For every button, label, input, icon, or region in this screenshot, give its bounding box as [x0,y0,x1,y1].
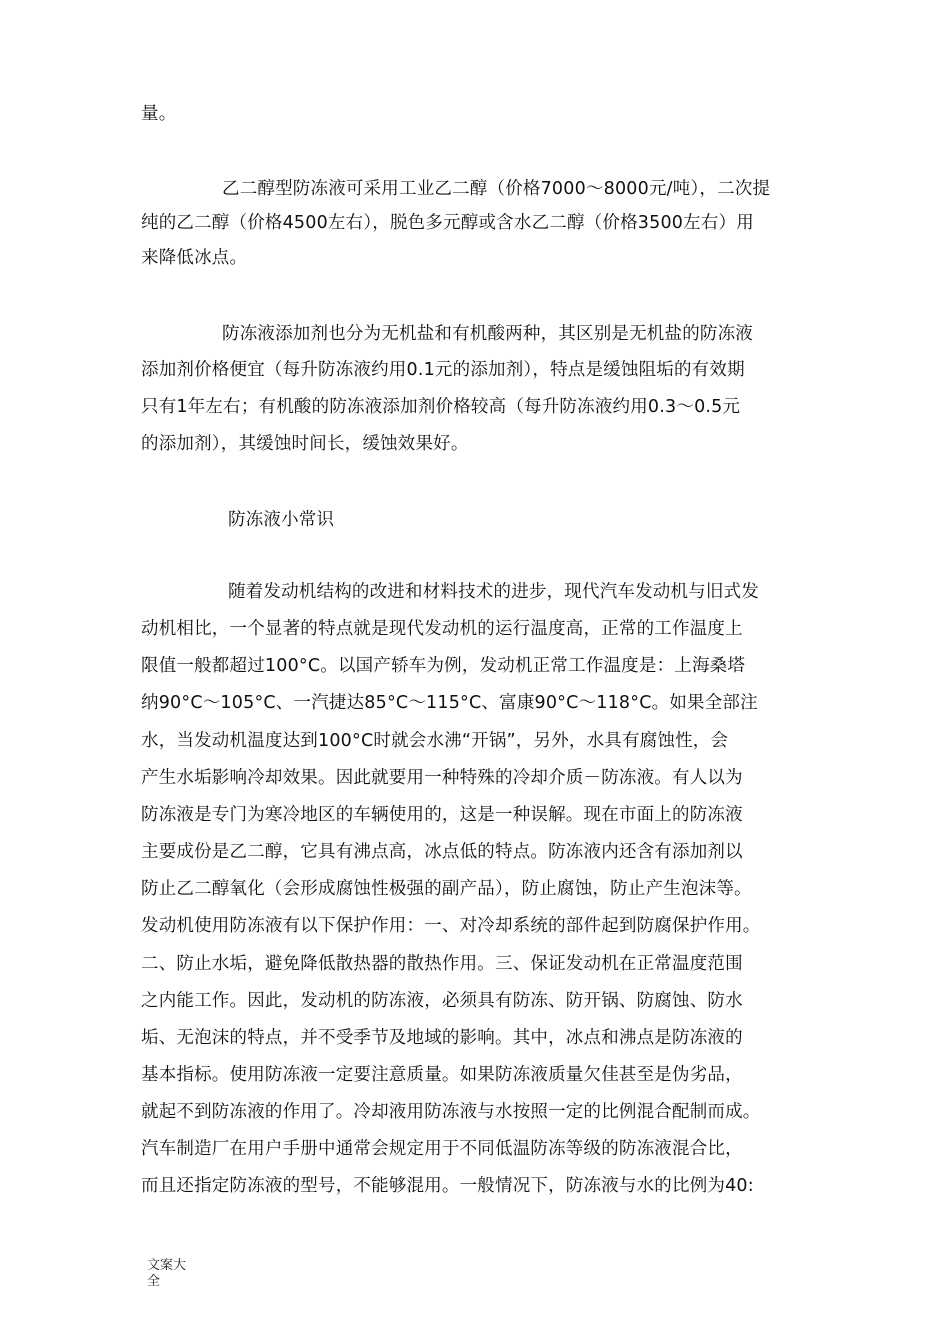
paragraph-2-line-3: 只有1年左右；有机酸的防冻液添加剂价格较高（每升防冻液约用0.3～0.5元 [141,397,741,417]
footer-text-line-1: 文案大 [147,1258,187,1273]
paragraph-3-line-2: 动机相比，一个显著的特点就是现代发动机的运行温度高，正常的工作温度上 [141,619,743,639]
paragraph-2-line-2: 添加剂价格便宜（每升防冻液约用0.1元的添加剂），特点是缓蚀阻垢的有效期 [141,360,745,380]
paragraph-3-line-16: 汽车制造厂在用户手册中通常会规定用于不同低温防冻等级的防冻液混合比， [141,1139,743,1159]
paragraph-3-line-12: 之内能工作。因此，发动机的防冻液，必须具有防冻、防开锅、防腐蚀、防水 [141,991,743,1011]
paragraph-3-line-14: 基本指标。使用防冻液一定要注意质量。如果防冻液质量欠佳甚至是伪劣品， [141,1065,743,1085]
paragraph-2-line-4: 的添加剂），其缓蚀时间长，缓蚀效果好。 [141,434,469,454]
section-heading: 防冻液小常识 [228,510,335,530]
paragraph-1-line-3: 来降低冰点。 [141,248,248,268]
paragraph-3-line-6: 产生水垢影响冷却效果。因此就要用一种特殊的冷却介质－防冻液。有人以为 [141,768,743,788]
paragraph-3-line-15: 就起不到防冻液的作用了。冷却液用防冻液与水按照一定的比例混合配制而成。 [141,1102,761,1122]
footer-text-line-2: 全 [147,1274,161,1289]
paragraph-3-line-4: 纳90°C～105°C、一汽捷达85°C～115°C、富康90°C～118°C。如果全部注 [141,693,758,713]
paragraph-3-line-9: 防止乙二醇氧化（会形成腐蚀性极强的副产品），防止腐蚀，防止产生泡沫等。 [141,879,752,899]
paragraph-3-line-3: 限值一般都超过100°C。以国产轿车为例，发动机正常工作温度是：上海桑塔 [141,656,746,676]
paragraph-1-line-2: 纯的乙二醇（价格4500左右），脱色多元醇或含水乙二醇（价格3500左右）用 [141,213,754,233]
paragraph-3-line-8: 主要成份是乙二醇，它具有沸点高，冰点低的特点。防冻液内还含有添加剂以 [141,842,743,862]
paragraph-3-line-13: 垢、无泡沫的特点，并不受季节及地域的影响。其中，冰点和沸点是防冻液的 [141,1028,743,1048]
paragraph-3-line-10: 发动机使用防冻液有以下保护作用：一、对冷却系统的部件起到防腐保护作用。 [141,916,761,936]
paragraph-3-line-1: 随着发动机结构的改进和材料技术的进步，现代汽车发动机与旧式发 [228,582,759,602]
paragraph-1-line-1: 乙二醇型防冻液可采用工业乙二醇（价格7000～8000元/吨），二次提 [222,179,771,199]
paragraph-3-line-5: 水，当发动机温度达到100°C时就会水沸“开锅”，另外，水具有腐蚀性，会 [141,731,729,751]
paragraph-3-line-7: 防冻液是专门为寒冷地区的车辆使用的，这是一种误解。现在市面上的防冻液 [141,805,743,825]
paragraph-3-line-17: 而且还指定防冻液的型号，不能够混用。一般情况下，防冻液与水的比例为40: [141,1176,754,1196]
text-line: 量。 [141,104,177,124]
paragraph-3-line-11: 二、防止水垢，避免降低散热器的散热作用。三、保证发动机在正常温度范围 [141,954,743,974]
paragraph-2-line-1: 防冻液添加剂也分为无机盐和有机酸两种，其区别是无机盐的防冻液 [222,324,753,344]
